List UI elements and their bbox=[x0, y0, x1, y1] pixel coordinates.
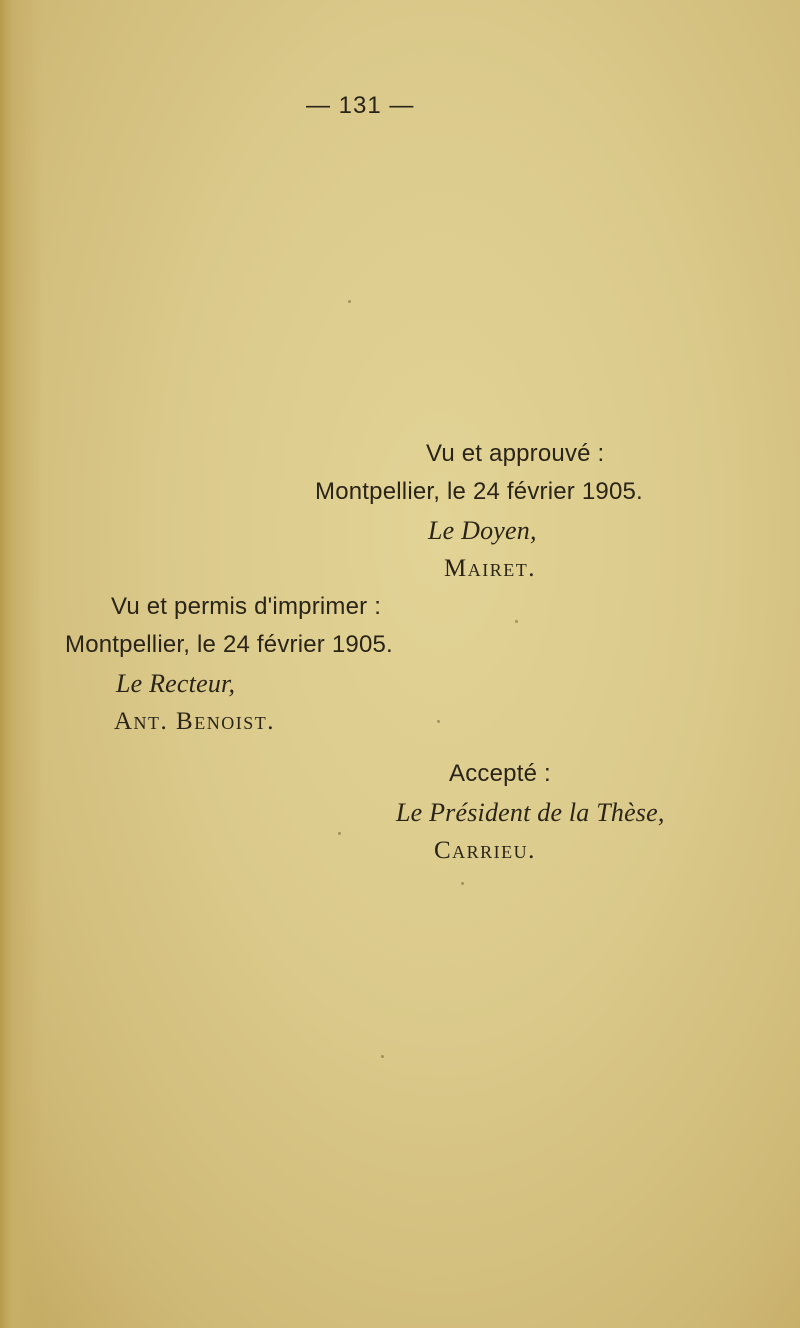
permit-name: Ant. Benoist. bbox=[114, 708, 275, 735]
approval-name: Mairet. bbox=[444, 555, 536, 582]
approval-heading: Vu et approuvé : bbox=[426, 440, 605, 467]
accepted-role: Le Président de la Thèse, bbox=[396, 798, 665, 827]
approval-place-date: Montpellier, le 24 février 1905. bbox=[315, 478, 643, 505]
permit-place-date: Montpellier, le 24 février 1905. bbox=[65, 631, 393, 658]
paper-speck bbox=[515, 620, 518, 623]
approval-role: Le Doyen, bbox=[428, 516, 537, 545]
permit-heading: Vu et permis d'imprimer : bbox=[111, 593, 382, 620]
paper-speck bbox=[461, 882, 464, 885]
accepted-name: Carrieu. bbox=[434, 837, 536, 864]
paper-speck bbox=[381, 1055, 384, 1058]
paper-speck bbox=[338, 832, 341, 835]
paper-speck bbox=[437, 720, 440, 723]
paper-speck bbox=[348, 300, 351, 303]
page-edge-shadow bbox=[0, 0, 42, 1328]
accepted-heading: Accepté : bbox=[449, 760, 551, 787]
permit-role: Le Recteur, bbox=[116, 669, 236, 698]
page-number: — 131 — bbox=[306, 92, 415, 119]
